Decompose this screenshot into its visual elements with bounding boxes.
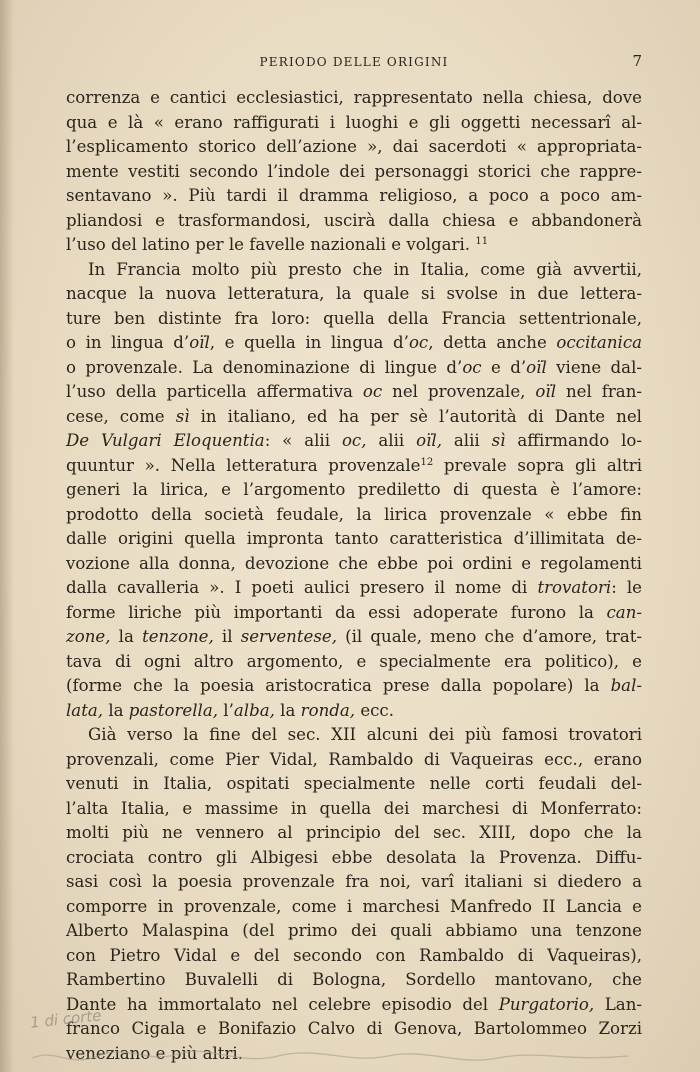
footnote-marker: 12 (420, 456, 434, 468)
text-line (66, 209, 642, 234)
text-segment: crociata contro gli Albigesi ebbe desolata la Provenza. Diffu- (66, 847, 642, 867)
text-segment: l’uso della particella affermativa (66, 382, 363, 401)
italic-text: Purgatorio, (498, 994, 595, 1014)
text-segment: , detta anche (428, 333, 557, 352)
text-segment: franco Cigala e Bonifazio Calvo di Genova, Bartolommeo Zorzi (66, 1019, 642, 1038)
italic-text: can- (606, 602, 642, 622)
text-segment: e d’ (481, 357, 527, 377)
italic-text: oïl (189, 333, 210, 352)
italic-text: lata, (66, 700, 104, 720)
text-segment: in italiano, ed ha per sè l’autorità di Dante nel (189, 406, 642, 426)
italic-text: oc (408, 333, 429, 352)
text-segment: con Pietro Vidal e del secondo con Rambaldo di Vaqueiras), (66, 945, 642, 965)
text-segment: la (103, 700, 129, 720)
italic-text: ronda, (300, 700, 356, 720)
text-segment: ture ben distinte fra loro: quella della Francia settentrionale, (66, 308, 642, 328)
text-line (66, 723, 642, 748)
italic-text: trovatori (537, 578, 612, 597)
text-segment: Alberto Malaspina (del primo dei quali abbiamo una tenzone (66, 921, 642, 940)
italic-text: oïl (526, 357, 547, 377)
italic-text: oc (462, 357, 482, 377)
text-line (66, 895, 642, 920)
italic-text: zone, (66, 627, 111, 646)
text-segment: comporre in provenzale, come i marchesi Manfredo II Lancia e (66, 896, 642, 916)
text-segment: il (213, 627, 241, 646)
text-line (66, 527, 642, 552)
italic-text: bal- (610, 676, 642, 695)
text-line (66, 625, 642, 650)
text-segment: veneziano e più altri. (66, 1043, 243, 1063)
text-segment: cese, come (66, 406, 176, 426)
italic-text: oc (362, 382, 383, 401)
text-segment: correnza e cantici ecclesiastici, rappresentato nella chiesa, dove (66, 88, 642, 107)
text-segment: (il quale, meno che d’amore, trat- (336, 627, 643, 646)
text-line (66, 405, 642, 430)
text-segment: sentavano ». Più tardi il dramma religioso, a poco a poco am- (66, 186, 642, 205)
italic-text: sì (175, 406, 190, 426)
text-segment: provenzali, come Pier Vidal, Rambaldo di Vaqueiras ecc., erano (66, 749, 642, 769)
text-segment: In Francia molto più presto che in Italia, come già avvertii, (88, 259, 642, 279)
text-line (66, 870, 642, 895)
text-line (66, 380, 642, 405)
italic-text: serventese, (240, 627, 337, 646)
text-segment: la (110, 627, 143, 646)
text-line (66, 821, 642, 846)
text-segment: la (274, 700, 301, 720)
text-segment: prevale sopra gli altri (433, 455, 643, 475)
text-line (66, 429, 642, 454)
text-segment: o provenzale. La denominazione di lingue d’ (66, 357, 463, 377)
text-segment: affirmando lo- (505, 431, 642, 450)
text-line (66, 846, 642, 871)
text-segment: sasi così la poesia provenzale fra noi, varî italiani si diedero a (66, 872, 642, 891)
page-number: 7 (632, 52, 642, 70)
text-line (66, 233, 642, 258)
text-segment: Dante ha immortalato nel celebre episodio del (66, 994, 499, 1014)
italic-text: pastorella, (128, 700, 219, 720)
text-line (66, 86, 642, 111)
italic-text: occitanica (556, 333, 643, 352)
running-title: PERIODO DELLE ORIGINI (259, 55, 449, 69)
body-text (66, 86, 642, 1066)
text-segment: l’ (218, 700, 234, 720)
text-segment: quuntur ». Nella letteratura provenzale (66, 455, 421, 475)
italic-text: De Vulgari Eloquentia (66, 431, 265, 450)
text-line (66, 576, 642, 601)
text-segment: l’uso del latino per le favelle nazionali e volgari. (66, 235, 476, 254)
text-segment: forme liriche più importanti da essi adoperate furono la (66, 602, 607, 622)
text-segment: dalle origini quella impronta tanto caratteristica d’illimitata de- (66, 529, 642, 548)
text-segment: generi la lirica, e l’argomento prediletto di questa è l’amore: (66, 480, 642, 499)
text-line (66, 111, 642, 136)
handwritten-margin-note: 1 di corte (29, 1006, 103, 1032)
text-line (66, 503, 642, 528)
italic-text: oc, (341, 431, 367, 450)
text-segment: pliandosi e trasformandosi, uscirà dalla chiesa e abbandonerà (66, 210, 642, 230)
text-line (66, 919, 642, 944)
text-line (66, 944, 642, 969)
text-line (66, 748, 642, 773)
text-segment: molti più ne vennero al principio del sec. XIII, dopo che la (66, 823, 642, 842)
text-line (66, 552, 642, 577)
text-segment: : le (611, 578, 642, 597)
text-segment: Lan- (594, 994, 642, 1014)
text-line (66, 454, 642, 479)
text-segment: : « alii (264, 431, 342, 450)
italic-text: sì (491, 431, 506, 450)
italic-text: tenzone, (142, 627, 214, 646)
footnote-marker: 11 (475, 236, 489, 247)
text-line (66, 356, 642, 381)
text-segment: tava di ogni altro argomento, e specialmente era politico), e (66, 651, 642, 671)
text-segment: nel provenzale, (382, 382, 536, 401)
text-segment: venuti in Italia, ospitati specialmente nelle corti feudali del- (66, 774, 642, 793)
text-segment: (forme che la poesia aristocratica prese dalla popolare) la (66, 676, 611, 695)
text-line (66, 331, 642, 356)
page-header (66, 52, 642, 72)
text-line (66, 650, 642, 675)
italic-text: oïl (535, 382, 556, 401)
text-segment: alii (366, 431, 417, 450)
text-segment: viene dal- (546, 357, 642, 377)
pencil-scribble (28, 1038, 678, 1072)
text-line (66, 772, 642, 797)
text-line (66, 699, 642, 724)
text-segment: , e quella in lingua d’ (209, 333, 409, 352)
text-segment: alii (442, 431, 492, 450)
text-segment: Già verso la fine del sec. XII alcuni dei più famosi trovatori (88, 725, 642, 744)
text-line (66, 674, 642, 699)
italic-text: alba, (233, 700, 275, 720)
text-segment: vozione alla donna, devozione che ebbe poi ordini e regolamenti (66, 553, 642, 573)
text-segment: l’esplicamento storico dell’azione », dai sacerdoti « appropriata- (66, 137, 642, 156)
text-line (66, 258, 642, 283)
text-line (66, 135, 642, 160)
text-line (66, 282, 642, 307)
text-segment: nacque la nuova letteratura, la quale si svolse in due lettera- (66, 284, 642, 303)
text-line (66, 601, 642, 626)
text-segment: qua e là « erano raffigurati i luoghi e gli oggetti necessarî al- (66, 112, 642, 132)
italic-text: oïl, (416, 431, 442, 450)
text-line (66, 478, 642, 503)
text-segment: ecc. (355, 700, 395, 720)
text-segment: o in lingua d’ (66, 333, 190, 352)
text-line (66, 968, 642, 993)
text-line (66, 184, 642, 209)
text-segment: dalla cavalleria ». I poeti aulici presero il nome di (66, 578, 538, 597)
text-segment: Rambertino Buvalelli di Bologna, Sordello mantovano, che (66, 970, 642, 989)
spine-shadow (0, 0, 14, 1072)
text-line (66, 307, 642, 332)
text-line (66, 160, 642, 185)
text-line (66, 797, 642, 822)
text-segment: mente vestiti secondo l’indole dei personaggi storici che rappre- (66, 161, 642, 181)
text-segment: l’alta Italia, e massime in quella dei marchesi di Monferrato: (66, 798, 642, 818)
text-line (66, 993, 642, 1018)
text-segment: nel fran- (556, 382, 642, 401)
text-segment: prodotto della società feudale, la lirica provenzale « ebbe fin (66, 504, 642, 524)
